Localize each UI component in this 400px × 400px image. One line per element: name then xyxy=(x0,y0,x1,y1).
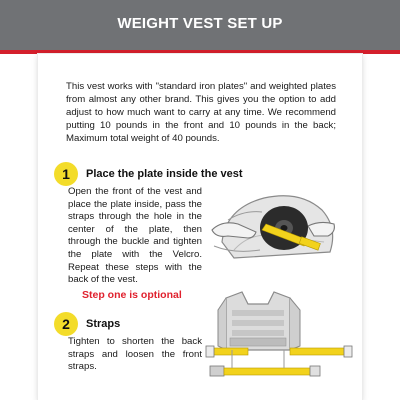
vest-straps-illustration xyxy=(204,288,354,388)
step-1-body: Open the front of the vest and place the plate inside, pass the straps through the hole in the center of the plate, then through the buckle and tighten the plate with the Velcro. Repeat these steps with the back of the vest. xyxy=(68,186,202,286)
step-2-body: Tighten to shorten the back straps and loosen the front straps. xyxy=(68,336,202,373)
page-title: WEIGHT VEST SET UP xyxy=(117,15,283,32)
step-1-title: Place the plate inside the vest xyxy=(86,168,243,180)
step-1-badge: 1 xyxy=(54,162,78,186)
intro-paragraph: This vest works with "standard iron plates" and weighted plates from almost any other brand. This gives you the option to add adjust to how much want to carry at any time. We recommend putting 10 pounds in the front and 10 pounds in the back; Maximum total weight of 40 pounds. xyxy=(66,81,336,144)
step-2-title: Straps xyxy=(86,318,121,330)
step-2-badge: 2 xyxy=(54,312,78,336)
step-1-note: Step one is optional xyxy=(82,289,182,301)
plate-insertion-illustration xyxy=(204,180,344,270)
